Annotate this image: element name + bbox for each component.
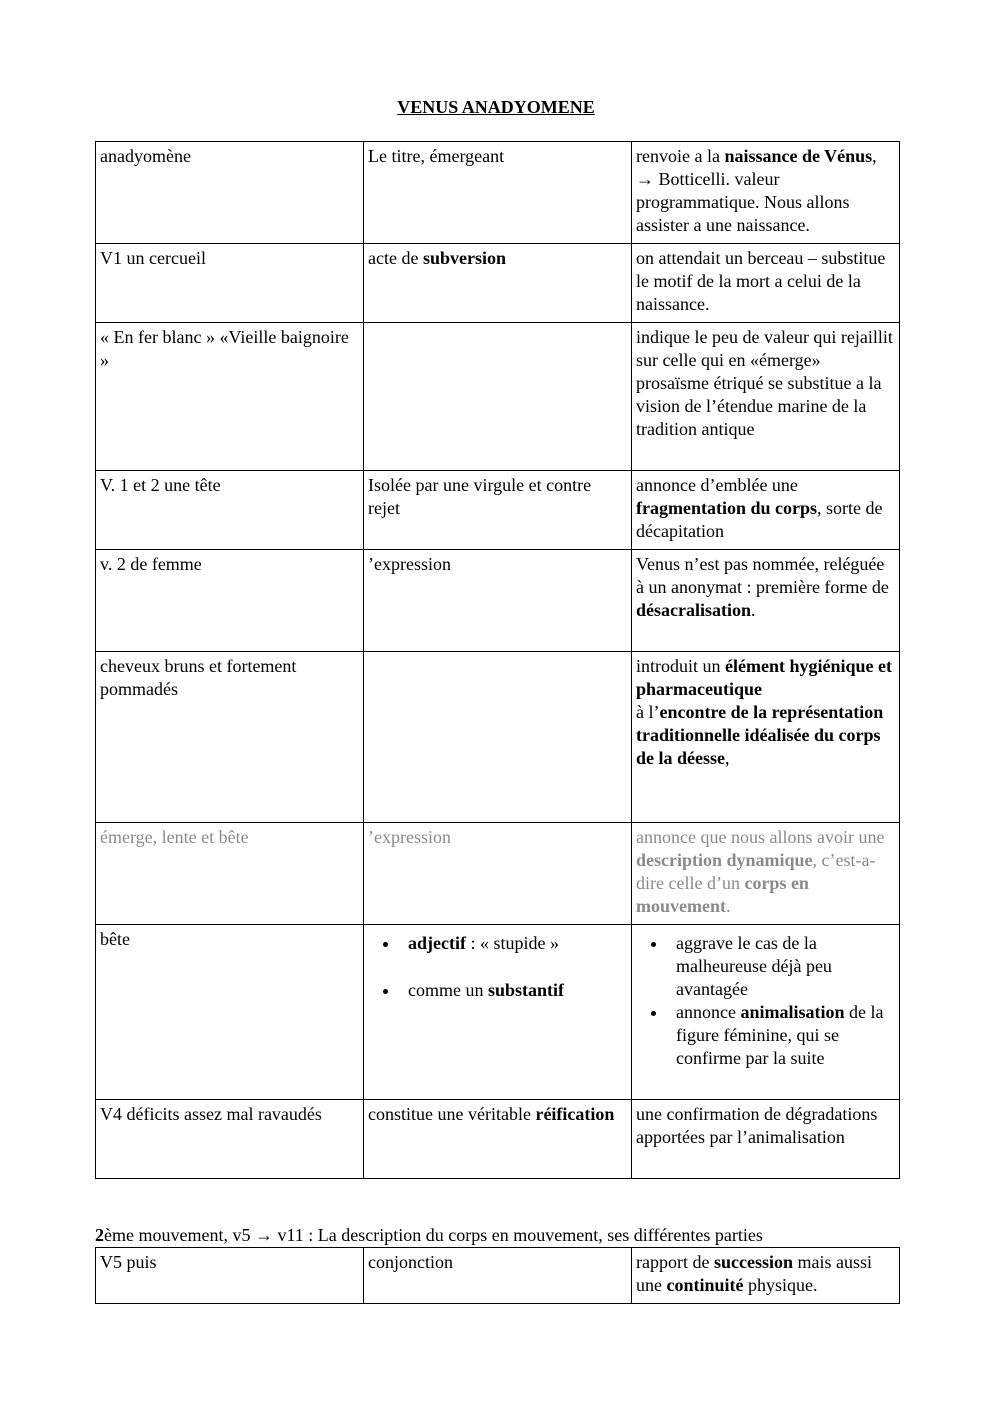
table-row: [96, 244, 900, 323]
text-run: constitue une véritable: [368, 1104, 536, 1124]
text-run: annonce d’emblée une: [636, 475, 798, 495]
table-row: [96, 652, 900, 823]
cell-term: v. 2 de femme: [96, 550, 364, 652]
text-run: une confirmation de dégradations apportées par l’animalisation: [636, 1104, 878, 1147]
bold-text: continuité: [666, 1275, 744, 1295]
analysis-table-2: [95, 1247, 900, 1304]
text-run: .: [725, 896, 731, 916]
section-heading: [95, 1224, 915, 1247]
cell-device: [364, 323, 632, 471]
text-run: ème mouvement, v5 → v11 : La description du corps en mouvement, ses différentes parties: [104, 1225, 763, 1245]
bold-text: animalisation: [740, 1002, 845, 1022]
table-row: [96, 142, 900, 244]
bold-text: encontre de la représentation traditionnelle idéalisée du corps de la déesse: [636, 702, 884, 768]
cell-interpretation: [632, 471, 900, 550]
cell-interpretation: [632, 323, 900, 471]
text-run: , c’est-a-dire celle d’un: [636, 850, 876, 893]
bullet-item: [668, 1001, 895, 1070]
cell-interpretation: [632, 142, 900, 244]
cell-interpretation: [632, 925, 900, 1100]
table-row: [96, 550, 900, 652]
text-run: , sorte de décapitation: [636, 498, 883, 541]
cell-interpretation: [632, 1248, 900, 1304]
table-row: [96, 925, 900, 1100]
table-row: [96, 823, 900, 925]
text-run: , → Botticelli. valeur programmatique. Nous allons assister a une naissance.: [636, 146, 877, 235]
text-run: : « stupide »: [465, 933, 559, 953]
text-run: à l’: [636, 702, 660, 722]
cell-term: V4 déficits assez mal ravaudés: [96, 1100, 364, 1179]
bullet-list: [636, 932, 895, 1070]
cell-device: [364, 652, 632, 823]
bullet-item: [400, 979, 627, 1002]
cell-device: [364, 925, 632, 1100]
cell-interpretation: [632, 550, 900, 652]
text-run: annonce: [676, 1002, 741, 1022]
cell-device: ’expression: [364, 823, 632, 925]
page-title: VENUS ANADYOMENE: [397, 97, 595, 117]
bold-text: naissance de Vénus: [724, 146, 873, 166]
table-row: [96, 323, 900, 471]
text-run: prosaïsme étriqué se substitue a la vision de l’étendue marine de la tradition antique: [636, 373, 882, 439]
cell-device: Isolée par une virgule et contre rejet: [364, 471, 632, 550]
table-row: [96, 1248, 900, 1304]
cell-interpretation: [632, 1100, 900, 1179]
cell-device: Le titre, émergeant: [364, 142, 632, 244]
cell-term: émerge, lente et bête: [96, 823, 364, 925]
bold-text: subversion: [422, 248, 506, 268]
cell-term: « En fer blanc » «Vieille baignoire »: [96, 323, 364, 471]
text-run: aggrave le cas de la malheureuse déjà peu avantagée: [676, 933, 832, 999]
bold-text: description dynamique: [636, 850, 813, 870]
text-run: indique le peu de valeur qui rejaillit sur celle qui en «émerge»: [636, 327, 893, 370]
table-row: [96, 1100, 900, 1179]
cell-interpretation: [632, 652, 900, 823]
cell-term: V5 puis: [96, 1248, 364, 1304]
bold-text: succession: [713, 1252, 793, 1272]
cell-term: V. 1 et 2 une tête: [96, 471, 364, 550]
analysis-table: [95, 141, 900, 1179]
bold-text: adjectif: [408, 933, 466, 953]
text-run: renvoie a la: [636, 146, 725, 166]
text-run: acte de: [368, 248, 423, 268]
table-row: [96, 471, 900, 550]
text-run: de la figure féminine, qui se confirme par la suite: [676, 1002, 884, 1068]
text-run: annonce que nous allons avoir une: [636, 827, 885, 847]
cell-device: [364, 1100, 632, 1179]
text-run: Venus n’est pas nommée, reléguée à un anonymat : première forme de: [636, 554, 889, 597]
bold-text: substantif: [487, 980, 565, 1000]
text-run: on attendait un berceau – substitue le motif de la mort a celui de la naissance.: [636, 248, 886, 314]
bold-text: 2: [95, 1225, 104, 1245]
cell-device: ’expression: [364, 550, 632, 652]
text-run: comme un: [408, 980, 488, 1000]
bold-text: élément hygiénique et pharmaceutique: [636, 656, 892, 699]
text-run: physique.: [743, 1275, 818, 1295]
cell-term: V1 un cercueil: [96, 244, 364, 323]
bullet-item: [668, 932, 895, 1001]
cell-interpretation: [632, 823, 900, 925]
text-run: introduit un: [636, 656, 725, 676]
cell-device: conjonction: [364, 1248, 632, 1304]
bullet-list: [368, 932, 627, 1002]
cell-term: cheveux bruns et fortement pommadés: [96, 652, 364, 823]
bold-text: réification: [535, 1104, 615, 1124]
text-run: ,: [725, 748, 730, 768]
cell-interpretation: [632, 244, 900, 323]
text-run: rapport de: [636, 1252, 714, 1272]
bold-text: corps en mouvement: [636, 873, 809, 916]
text-run: .: [751, 600, 756, 620]
cell-term: anadyomène: [96, 142, 364, 244]
bold-text: désacralisation: [636, 600, 751, 620]
bold-text: fragmentation du corps: [636, 498, 817, 518]
text-run: mais aussi une: [636, 1252, 872, 1295]
bullet-item: [400, 932, 627, 955]
cell-device: [364, 244, 632, 323]
cell-term: bête: [96, 925, 364, 1100]
